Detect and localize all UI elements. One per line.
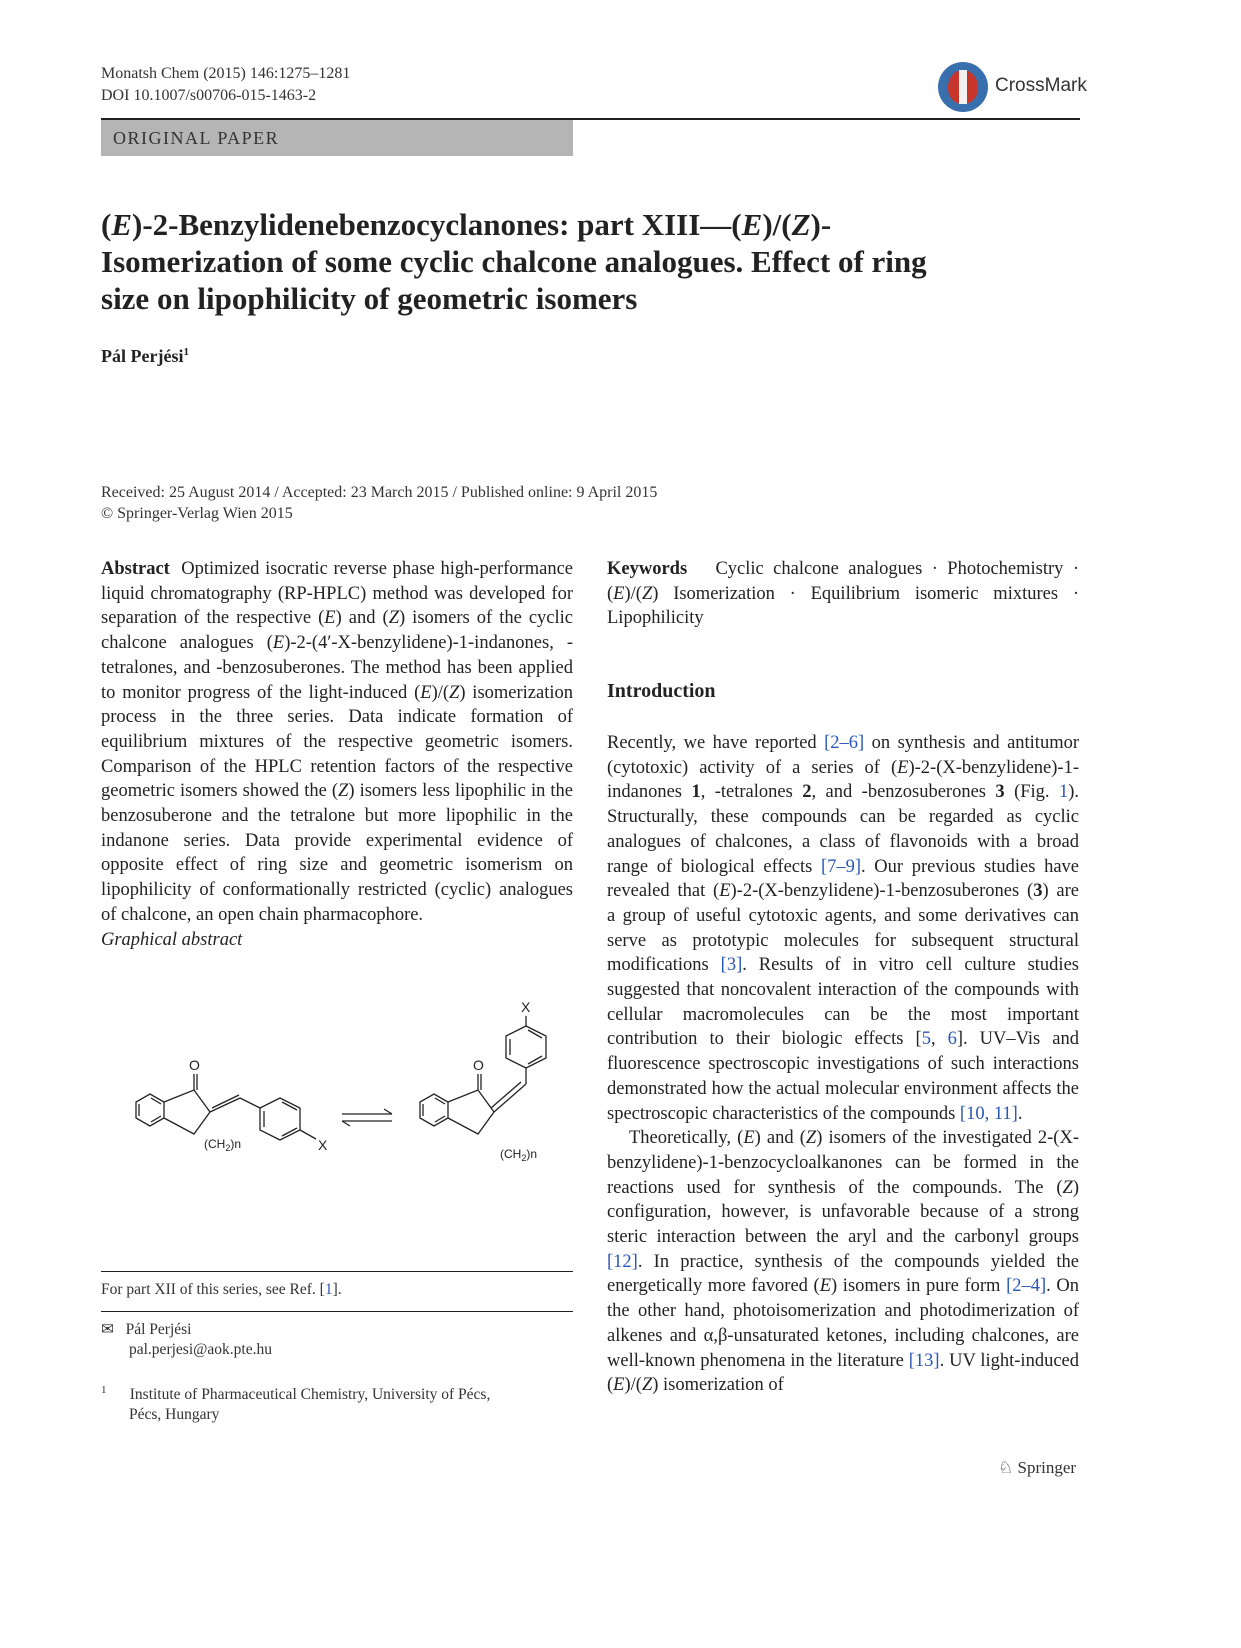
correspondence: ✉ Pál Perjési pal.perjesi@aok.pte.hu <box>101 1321 272 1358</box>
keywords: Keywords Cyclic chalcone analogues · Photochemistry · (E)/(Z) Isomerization · Equilibrium isomeric mixtures · Lipophilicity <box>607 559 1079 629</box>
intro-paragraph-2: Theoretically, (E) and (Z) isomers of the investigated 2-(X-benzylidene)-1-benzocycloalkanones can be formed in the reactions used for synthesis of the compounds. The (Z) configuration, however, is unfavorable because of a strong steric interaction between the aryl and the carbonyl groups [12]. In practice, synthesis of the compounds yielded the energetically more favored (E) isomers in pure form [2–4]. On the other hand, photoisomerization and photodimerization of alkenes and α,β-unsaturated ketones, including chalcones, are well-known phenomena in the literature [13]. UV light-induced (E)/(Z) isomerization of <box>607 1128 1079 1396</box>
keywords-label: Keywords <box>607 559 688 579</box>
ch2-label-right: $(CH_2)n$ <box>500 1147 538 1163</box>
journal-citation: Monatsh Chem (2015) 146:1275–1281 <box>101 65 351 82</box>
oxygen-label-left: O <box>189 1057 200 1073</box>
springer-logo <box>998 1458 1076 1478</box>
section-label: ORIGINAL PAPER <box>113 128 280 148</box>
graphical-abstract-scheme <box>120 998 570 1188</box>
introduction-body <box>607 731 1079 1398</box>
benzene-ring-right <box>420 1094 448 1126</box>
abstract-label: Abstract <box>101 559 170 579</box>
article-title: (E)-2-Benzylidenebenzocyclanones: part XIII—(E)/(Z)- Isomerization of some cyclic chalcone analogues. Effect of ring size on lipophilicity of geometric isomers <box>101 207 927 316</box>
substituent-x-left: X <box>318 1137 328 1153</box>
ref-link[interactable]: 5 <box>921 1029 931 1050</box>
contact-email[interactable]: pal.perjesi@aok.pte.hu <box>129 1341 272 1358</box>
ref-link[interactable]: [10, 11] <box>959 1103 1018 1124</box>
crossmark-logo[interactable] <box>938 62 1087 114</box>
ref-link[interactable]: [2–4] <box>1006 1276 1047 1297</box>
series-footnote: For part XII of this series, see Ref. [1]. <box>101 1281 342 1298</box>
phenyl-ring-right <box>506 1026 546 1068</box>
springer-horse-icon: ♘ <box>998 1458 1014 1478</box>
footnote-rule-2 <box>101 1311 573 1312</box>
ref-link[interactable]: 1 <box>324 1281 333 1298</box>
graphical-abstract-label: Graphical abstract <box>101 929 243 950</box>
ref-link[interactable]: 6 <box>947 1029 957 1050</box>
springer-label: Springer <box>1017 1458 1077 1477</box>
intro-paragraph-1: Recently, we have reported [2–6] on synthesis and antitumor (cytotoxic) activity of a series of (E)-2-(X-benzylidene)-1-indanones 1, -tetralones 2, and -benzosuberones 3 (Fig. 1). Structurally, these compounds can be regarded as cyclic analogues of chalcones, a class of flavonoids with a broad range of biological effects [7–9]. Our previous studies have revealed that (E)-2-(X-benzylidene)-1-benzosuberones (3) are a group of useful cytotoxic agents, and some derivatives can serve as prototypic molecules for subsequent structural modifications [3]. Results of in vitro cell culture studies suggested that noncovalent interaction of the compounds with cellular macromolecules can be the most important contribution to their biologic effects [5, 6]. UV–Vis and fluorescence spectroscopic investigations of such interactions demonstrated how the actual molecular environment affects the spectroscopic characteristics of the compounds [10, 11]. <box>607 733 1080 1124</box>
author-name: Pál Perjési$^1$ <box>101 346 189 366</box>
publication-dates: Received: 25 August 2014 / Accepted: 23 March 2015 / Published online: 9 April 2015 © Springer-Verlag Wien 2015 <box>101 484 658 522</box>
envelope-icon: ✉ <box>101 1321 114 1338</box>
ref-link[interactable]: [12] <box>607 1251 638 1272</box>
doi: DOI 10.1007/s00706-015-1463-2 <box>101 87 317 104</box>
phenyl-ring-left <box>260 1098 300 1140</box>
crossmark-label: CrossMark <box>995 75 1087 96</box>
crossmark-icon <box>938 62 988 112</box>
footnote-rule <box>101 1271 573 1272</box>
abstract: Abstract Optimized isocratic reverse phase high-performance liquid chromatography (RP-HPLC) method was developed for separation of the respective (E) and (Z) isomers of the cyclic chalcone analogues (E)-2-(4′-X-benzylidene)-1-indanones, -tetralones, and -benzosuberones. The method has been applied to monitor progress of the light-induced (E)/(Z) isomerization process in the three series. Data indicate formation of equilibrium mixtures of the respective geometric isomers. Comparison of the HPLC retention factors of the respective geometric isomers showed the (Z) isomers less lipophilic in the benzosuberone and the tetralone but more lipophilic in the indanone series. Data provide experimental evidence of opposite effect of ring size and geometric isomerism on lipophilicity of conformationally restricted (cyclic) analogues of chalcone, an open chain pharmacophore. Graphical abstract <box>101 557 573 952</box>
figure-link[interactable]: 1 <box>1058 782 1069 803</box>
ch2-label-left: $(CH_2)n$ <box>204 1137 242 1153</box>
ref-link[interactable]: [13] <box>908 1350 940 1371</box>
affiliation: $^1$ Institute of Pharmaceutical Chemistry, University of Pécs, Pécs, Hungary <box>101 1384 491 1424</box>
copyright: © Springer-Verlag Wien 2015 <box>101 505 293 522</box>
ref-link[interactable]: [7–9] <box>820 856 862 877</box>
oxygen-label-right: O <box>473 1057 484 1073</box>
ref-link[interactable]: [3] <box>720 955 743 976</box>
introduction-heading: Introduction <box>607 680 716 702</box>
ref-link[interactable]: [2–6] <box>824 733 865 753</box>
substituent-x-right: X <box>521 999 531 1015</box>
journal-header <box>101 63 350 107</box>
benzene-ring <box>136 1094 164 1126</box>
section-band <box>101 120 573 156</box>
